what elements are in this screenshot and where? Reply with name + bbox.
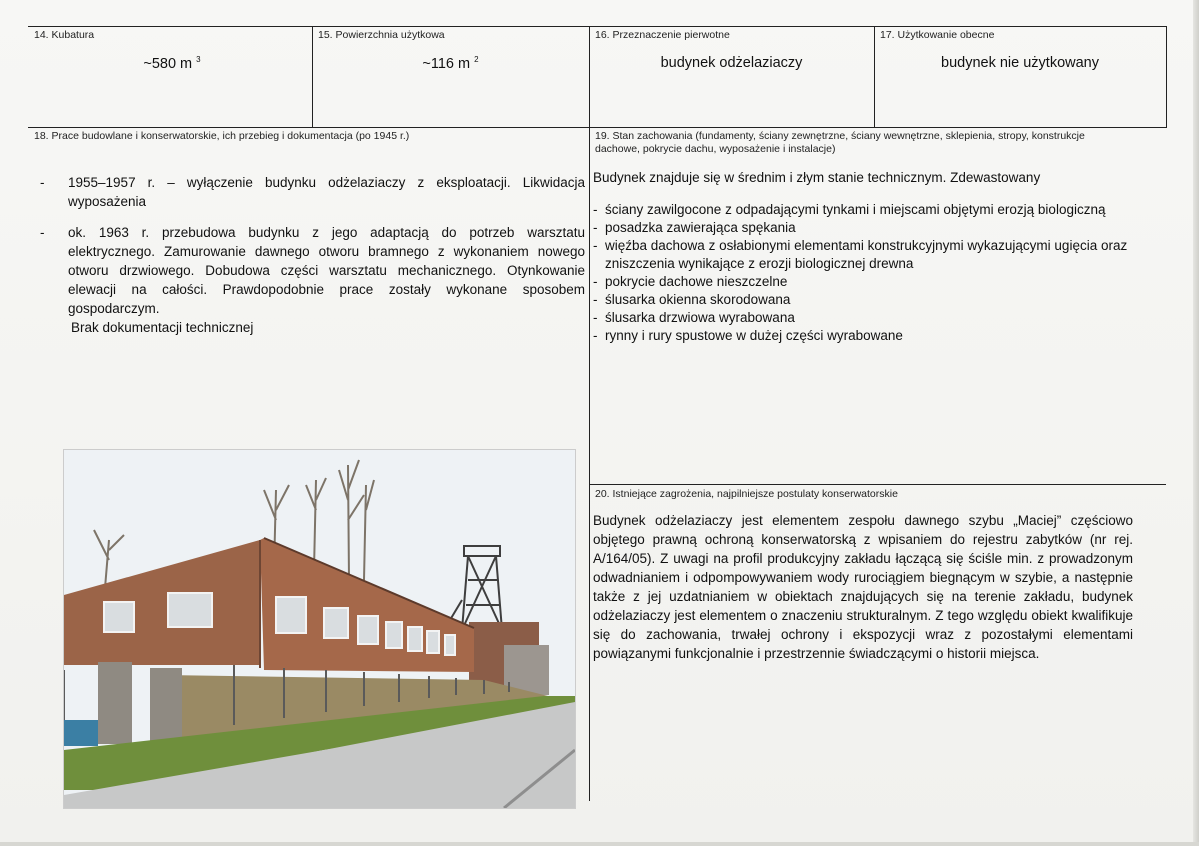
right-border: [1166, 26, 1167, 128]
list-item: [593, 327, 1141, 345]
powierzchnia-unit-sup: 2: [474, 55, 479, 64]
list-dash: -: [40, 175, 45, 190]
list-item: [593, 273, 1141, 291]
list-dash: -: [593, 328, 598, 343]
documentation-note: Brak dokumentacji technicznej: [71, 320, 254, 335]
condition-list: [593, 201, 1141, 345]
item-text: więźba dachowa z osłabionymi elementami konstrukcyjnymi wykazującymi ugięcia oraz zniszczenia wynikające z erozji biologicznej drewna: [605, 238, 1128, 271]
list-dash: -: [593, 238, 598, 253]
field-17-value: budynek nie użytkowany: [941, 55, 1099, 71]
entry-text: 1955–1957 r. – wyłączenie budynku odżelaziaczy z eksploatacji. Likwidacja wyposażenia: [68, 175, 585, 209]
col-divider-1: [312, 26, 313, 128]
field-15-value: [312, 55, 589, 72]
list-dash: -: [593, 292, 598, 307]
kubatura-unit-sup: 3: [196, 55, 201, 64]
list-dash: -: [593, 220, 598, 235]
section-19-body: [593, 169, 1141, 345]
list-dash: -: [593, 310, 598, 325]
field-15-label: 15. Powierzchnia użytkowa: [318, 29, 445, 41]
scan-edge: [1193, 0, 1199, 846]
list-item: [593, 237, 1141, 273]
scan-edge: [0, 842, 1199, 846]
condition-summary: Budynek znajduje się w średnim i złym stanie technicznym. Zdewastowany: [593, 170, 1041, 185]
col-divider-3: [874, 26, 875, 128]
kubatura-value: ~580 m: [143, 56, 193, 72]
table-top-border: [28, 26, 1166, 27]
field-17-label: 17. Użytkowanie obecne: [880, 29, 995, 41]
list-item: [593, 201, 1141, 219]
item-text: ślusarka okienna skorodowana: [605, 292, 791, 307]
section-20-label: 20. Istniejące zagrożenia, najpilniejsze postulaty konserwatorskie: [595, 488, 898, 500]
item-text: posadzka zawierająca spękania: [605, 220, 796, 235]
list-item: [593, 219, 1141, 237]
list-dash: -: [593, 202, 598, 217]
list-item: [40, 173, 585, 211]
field-14-value: [32, 55, 312, 72]
item-text: ślusarka drzwiowa wyrabowana: [605, 310, 795, 325]
section-18-label: 18. Prace budowlane i konserwatorskie, ich przebieg i dokumentacja (po 1945 r.): [34, 130, 410, 142]
powierzchnia-value: ~116 m: [422, 56, 471, 72]
list-item: [40, 223, 585, 318]
section-18-list: [40, 173, 585, 337]
section-20-text: Budynek odżelaziaczy jest elementem zespołu dawnego szybu „Maciej” częściowo objętego prawną ochroną konserwatorską z wpisaniem do rejestru zabytków (nr rej. A/164/05). Z uwagi na profil produkcyjny zakładu łączącą się ściśle min. z prowadzonym odwadnianiem i odpompowywaniem wody rurociągiem biegnącym w szybie, a następnie także z jej uzdatnianiem w obiektach znajdujących się na terenie zakładu, budynek odżelaziaczy jest elementem o znaczeniu strukturalnym. Z tego względu obiekt kwalifikuje się do zachowania, trwałej ochrony i ekspozycji wraz z pozostałymi elementami powiązanymi funkcjonalnie i przestrzennie świadczącymi o historii miejsca.: [593, 513, 1133, 661]
row-divider: [28, 127, 1166, 128]
item-text: ściany zawilgocone z odpadającymi tynkami i miejscami objętymi erozją biologiczną: [605, 202, 1106, 217]
field-16-value: budynek odżelaziaczy: [660, 55, 803, 71]
building-photo: [63, 449, 576, 809]
entry-text: ok. 1963 r. przebudowa budynku z jego adaptacją do potrzeb warsztatu elektrycznego. Zamurowanie dawnego otworu bramnego z wykonaniem nowego otworu drzwiowego. Dobudowa części warsztatu mechanicznego. Otynkowanie elewacji na całości. Prawdopodobnie prace zostały wykonane sposobem gospodarczym.: [68, 225, 585, 316]
section20-divider: [589, 484, 1166, 485]
field-14-label: 14. Kubatura: [34, 29, 95, 41]
item-text: pokrycie dachowe nieszczelne: [605, 274, 788, 289]
building-photo-illustration: [64, 450, 575, 808]
list-item: [593, 291, 1141, 309]
list-dash: -: [40, 225, 45, 240]
list-dash: -: [593, 274, 598, 289]
col-divider-main: [589, 26, 590, 801]
list-item: [593, 309, 1141, 327]
section-19-label: 19. Stan zachowania (fundamenty, ściany zewnętrzne, ściany wewnętrzne, sklepienia, stropy, konstrukcje dachowe, pokrycie dachu, wyposażenie i instalacje): [595, 130, 1085, 156]
item-text: rynny i rury spustowe w dużej części wyrabowane: [605, 328, 903, 343]
field-16-label: 16. Przeznaczenie pierwotne: [595, 29, 730, 41]
